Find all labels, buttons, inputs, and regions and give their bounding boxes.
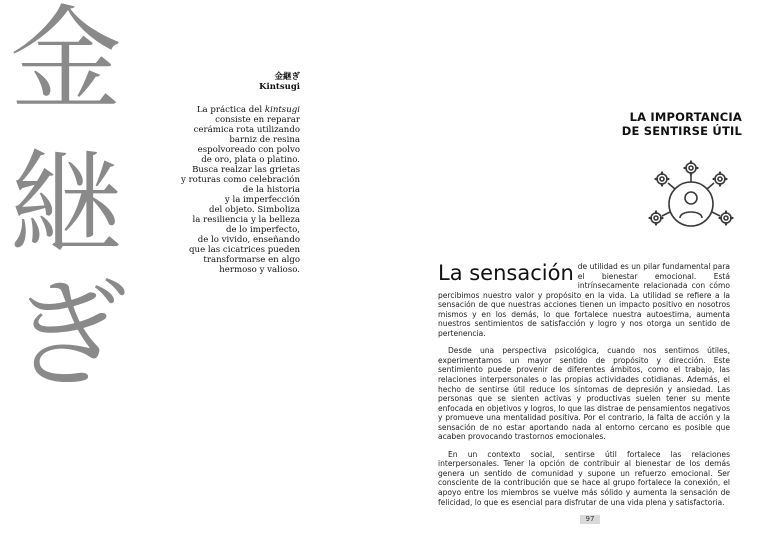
paragraph-1-text: de utilidad es un pilar fundamental para el bienestar emocional. Está intrínsecamente relacionada con cómo percibimos nuestro valor y propósito en la vida. La utilidad se refiere a la sensación de que nuestras acciones tienen un impacto positivo en nosotros mismos y en los demás, lo que fortalece nuestra autoestima, aumenta nuestros sentimientos de satisfacción y logro y nos otorga un sentido de pertenencia. (438, 262, 730, 338)
right-page (392, 0, 784, 555)
kintsugi-line: de la historia (242, 185, 300, 195)
kintsugi-line: que las cicatrices pueden (189, 245, 300, 255)
kintsugi-line: y la imperfección (224, 195, 300, 205)
kanji-kin: 金 (10, 0, 122, 125)
kintsugi-line: hermoso y valioso. (219, 265, 300, 275)
kintsugi-line: transformarse en algo (203, 255, 300, 265)
page-number: 97 (580, 515, 600, 524)
article-title-line2: DE SENTIRSE ÚTIL (621, 124, 742, 138)
kintsugi-line: de lo imperfecto, (225, 225, 300, 235)
kintsugi-line: y roturas como celebración (180, 175, 300, 185)
kintsugi-heading-latin: Kintsugi (259, 82, 300, 92)
paragraph-3: En un contexto social, sentirse útil fortalece las relaciones interpersonales. Tener la opción de contribuir al bienestar de los demás genera un sentido de comunidad y supone un refuerzo emocional. Ser consciente de la contribución que se hace al grupo fortalece la conexión, el apoyo entre los miembros se vuelve más sólido y aumenta la sensación de felicidad, lo que es esencial para disfrutar de una vida plena y satisfactoria. (438, 449, 730, 507)
kanji-gi: ぎ (10, 266, 129, 404)
person-network-gears-icon (646, 160, 736, 245)
kintsugi-line: cerámica rota utilizando (193, 125, 300, 135)
paragraph-1 (438, 262, 730, 338)
kintsugi-line: barniz de resina (229, 135, 300, 145)
kintsugi-heading (259, 72, 300, 92)
kintsugi-line: de oro, plata o platino. (201, 155, 300, 165)
kintsugi-description (125, 105, 300, 275)
kintsugi-heading-jp: 金継ぎ (274, 72, 300, 82)
kintsugi-line: la resiliencia y la belleza (192, 215, 300, 225)
article-title-line1: LA IMPORTANCIA (629, 110, 742, 124)
kintsugi-line: La práctica del kintsugi (196, 105, 300, 115)
kintsugi-line: espolvoreado con polvo (197, 145, 300, 155)
paragraph-2: Desde una perspectiva psicológica, cuando nos sentimos útiles, experimentamos un mayor sentido de propósito y dirección. Este sentimiento puede provenir de diferentes ámbitos, como el trabajo, las relaciones interpersonales o las propias actividades cotidianas. Además, el hecho de sentirse útil reduce los síntomas de depresión y ansiedad. Las personas que se sienten activas y productivas suelen tener su mente enfocada en objetivos y logros, lo que las distrae de pensamientos negativos y promueve una mentalidad positiva. Por el contrario, la falta de acción y la sensación de no estar aportando nada al entorno cercano es posible que acaben provocando trastornos emocionales. (438, 346, 731, 442)
article-body (438, 262, 730, 515)
kintsugi-line: de lo vivido, enseñando (197, 235, 300, 245)
kintsugi-line: consiste en reparar (215, 115, 300, 125)
kintsugi-line: Busca realzar las grietas (192, 165, 300, 175)
lead-words: La sensación (438, 261, 574, 285)
article-title (612, 110, 742, 138)
kanji-tsu: 継 (10, 139, 122, 269)
kintsugi-line: del objeto. Simboliza (208, 205, 300, 215)
